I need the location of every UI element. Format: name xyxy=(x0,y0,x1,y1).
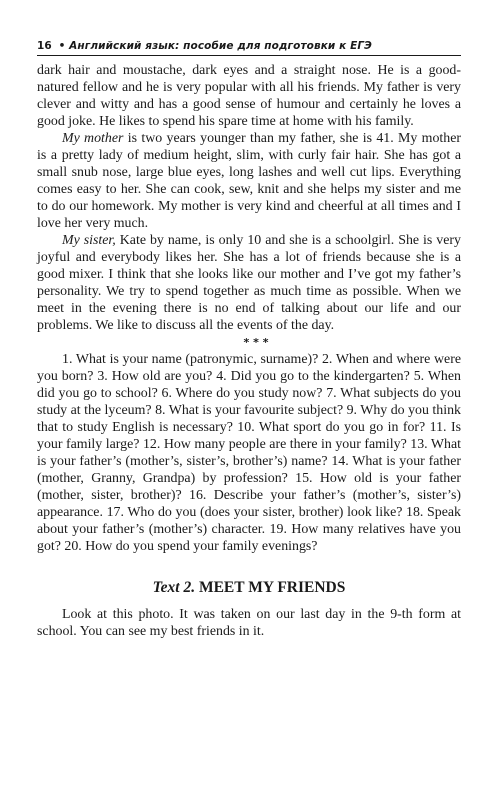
paragraph-father: dark hair and moustache, dark eyes and a straight nose. He is a good-natured fellow and he is very popular with all his friends. My father is very clever and witty and has a good sense of humour and certainly he loves a good joke. He likes to spend his spare time at home with his family. xyxy=(37,63,461,129)
questions-paragraph: 1. What is your name (patronymic, surname)? 2. When and where were you born? 3. How old are you? 4. Did you go to the kindergarten? 5. When did you go to school? 6. Where do you study now? 7. What subjects do you study at the lyceum? 8. What is your favourite subject? 9. Why do you think that to study English is necessary? 10. What sport do you go in for? 11. Is your family large? 12. How many people are there in your family? 13. What is your father’s (mother’s, sister’s, brother’s) name? 14. What is your father (mother, Granny, Grandpa) by profession? 15. How old is your father (mother, sister, brother)? 16. Describe your father’s (mother’s, sister’s) appearance. 17. Who do you (does your sister, brother) look like? 18. Speak about your father’s (mother’s) character. 19. How many relatives have you got? 20. How do you spend your family evenings? xyxy=(37,352,461,554)
header-title: Английский язык: пособие для подготовки к ЕГЭ xyxy=(69,40,372,52)
paragraph-sister xyxy=(37,232,461,334)
section-separator: * * * xyxy=(243,336,269,349)
header-bullet: • xyxy=(58,40,66,52)
sister-lead: My sister, xyxy=(62,233,116,248)
paragraph-mother xyxy=(37,130,461,232)
sister-text: Kate by name, is only 10 and she is a schoolgirl. She is very joyful and everybody likes her. She has a lot of friends because she is a good mixer. I think that she looks like our mother and I’ve got my father’s personality. We try to spend together as much time as possible. When we meet in the evening there is no end of talking about our life and our problems. We like to discuss all the events of the day. xyxy=(37,233,461,333)
page-number: 16 xyxy=(37,40,52,52)
mother-lead: My mother xyxy=(62,131,124,146)
book-page xyxy=(37,40,461,640)
section-title: MEET MY FRIENDS xyxy=(198,579,346,596)
section-label: Text 2. xyxy=(152,579,196,596)
running-header xyxy=(37,40,461,56)
page-body xyxy=(37,62,461,640)
mother-text: is two years younger than my father, she is 41. My mother is a pretty lady of medium height, slim, with curly fair hair. She has got a small snub nose, large blue eyes, long lashes and well cut lips. Everything comes easy to her. She can cook, sew, knit and she helps my sister and me to do our homework. My mother is very kind and cheerful at all times and I love her very much. xyxy=(37,131,461,231)
section-heading xyxy=(37,579,461,596)
section-intro: Look at this photo. It was taken on our last day in the 9-th form at school. You can see my best friends in it. xyxy=(37,607,461,639)
